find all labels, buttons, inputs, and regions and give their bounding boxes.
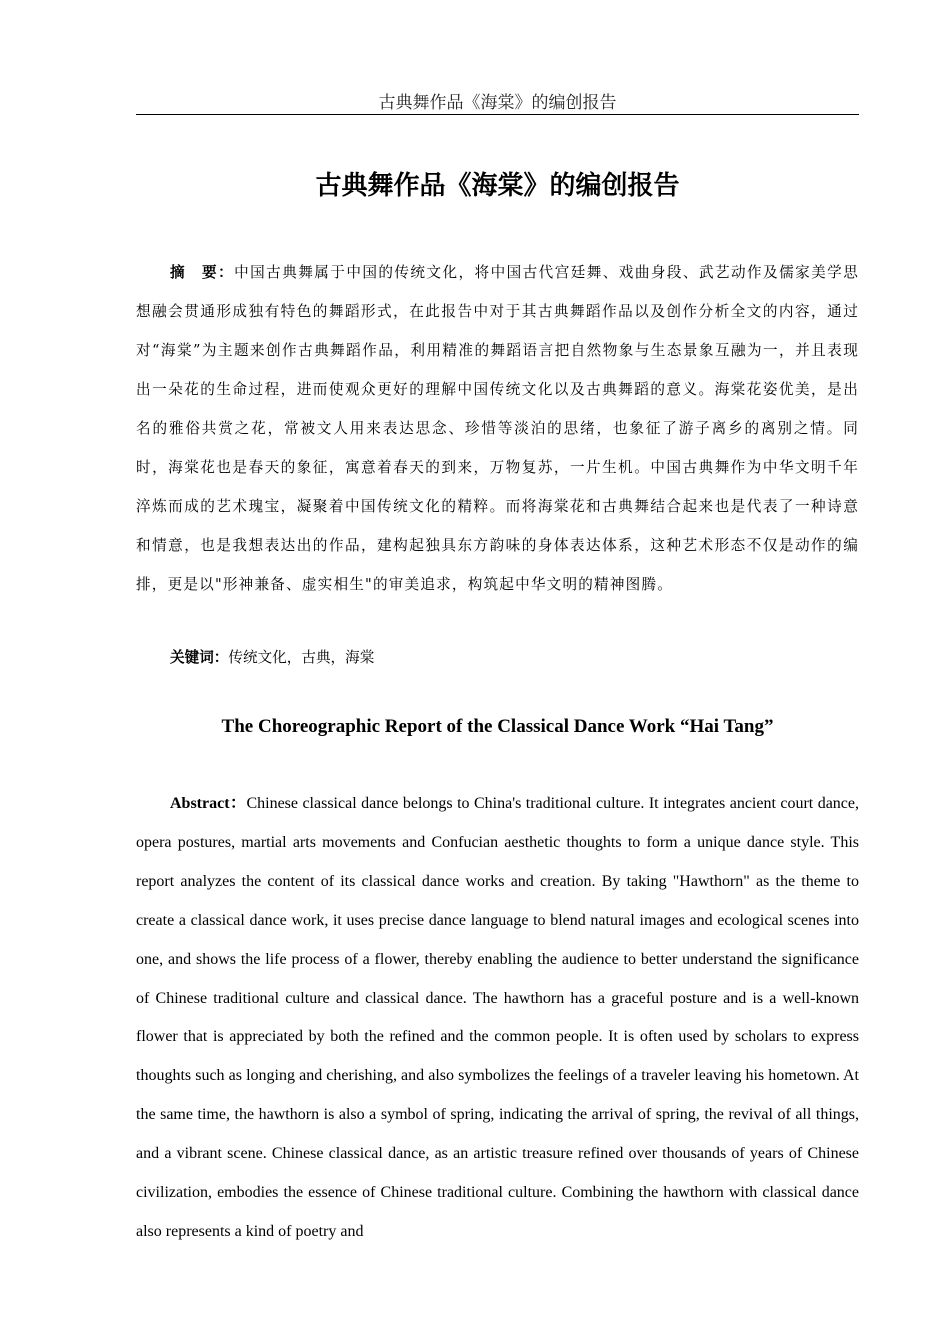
running-header: 古典舞作品《海棠》的编创报告 <box>136 92 859 115</box>
paper-title-en: The Choreographic Report of the Classical Dance Work “Hai Tang” <box>221 716 774 737</box>
keywords-cn-label: 关键词： <box>170 649 229 666</box>
keywords-cn-text: 传统文化，古典，海棠 <box>228 649 375 666</box>
paper-title-cn: 古典舞作品《海棠》的编创报告 <box>315 171 680 201</box>
abstract-cn-text: 中国古典舞属于中国的传统文化，将中国古代宫廷舞、戏曲身段、武艺动作及儒家美学思想融会贯通形成独有特色的舞蹈形式，在此报告中对于其古典舞蹈作品以及创作分析全文的内容，通过对“海棠”为主题来创作古典舞蹈作品，利用精准的舞蹈语言把自然物象与生态景象互融为一，并且表现出一朵花的生命过程，进而使观众更好的理解中国传统文化以及古典舞蹈的意义。海棠花姿优美，是出名的雅俗共赏之花，常被文人用来表达思念、珍惜等淡泊的思绪，也象征了游子离乡的离别之情。同时，海棠花也是春天的象征，寓意着春天的到来，万物复苏，一片生机。中国古典舞作为中华文明千年淬炼而成的艺术瑰宝，凝聚着中国传统文化的精粹。而将海棠花和古典舞结合起来也是代表了一种诗意和情意，也是我想表达出的作品，建构起独具东方韵味的身体表达体系，这种艺术形态不仅是动作的编排，更是以"形神兼备、虚实相生"的审美追求，构筑起中华文明的精神图腾。 <box>136 264 859 593</box>
abstract-en-label: Abstract： <box>170 795 247 812</box>
abstract-en <box>136 785 859 1252</box>
keywords-cn <box>136 640 859 676</box>
abstract-cn <box>136 253 859 604</box>
abstract-cn-label: 摘 要： <box>170 264 235 281</box>
abstract-en-text: Chinese classical dance belongs to China's traditional culture. It integrates ancient court dance, opera postures, martial arts movements and Confucian aesthetic thoughts to form a unique dance style. This report analyzes the content of its classical dance works and creation. By taking "Hawthorn" as the theme to create a classical dance work, it uses precise dance language to blend natural images and ecological scenes into one, and shows the life process of a flower, thereby enabling the audience to better understand the significance of Chinese traditional culture and classical dance. The hawthorn has a graceful posture and is a well-known flower that is appreciated by both the refined and the common people. It is often used by scholars to express thoughts such as longing and cherishing, and also symbolizes the feelings of a traveler leaving his hometown. At the same time, the hawthorn is also a symbol of spring, indicating the arrival of spring, the revival of all things, and a vibrant scene. Chinese classical dance, as an artistic treasure refined over thousands of years of Chinese civilization, embodies the essence of Chinese traditional culture. Combining the hawthorn with classical dance also represents a kind of poetry and <box>136 795 859 1240</box>
